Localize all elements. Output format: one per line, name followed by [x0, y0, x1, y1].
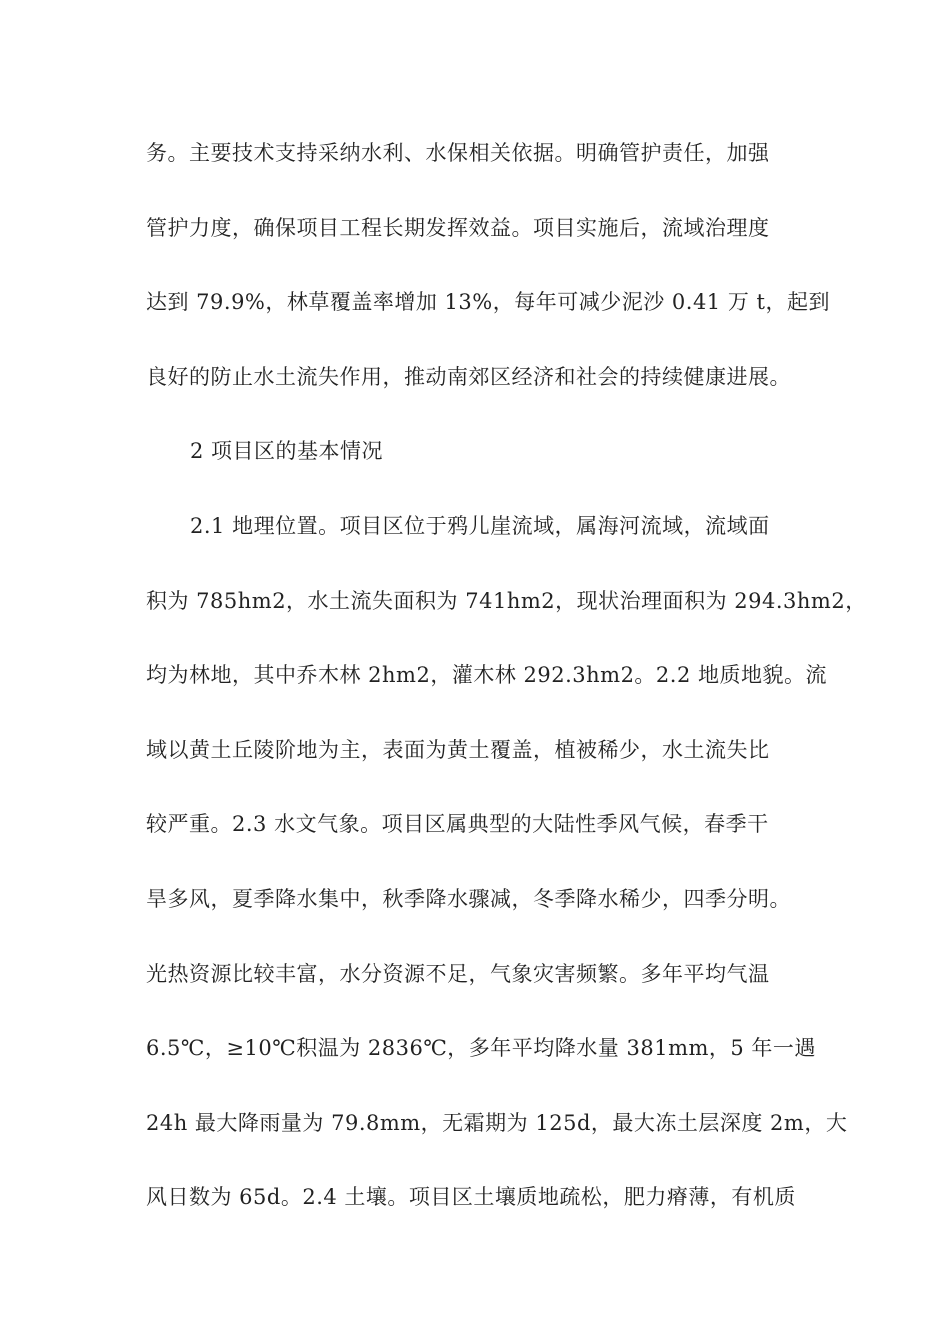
text-line: 积为 785hm2，水土流失面积为 741hm2，现状治理面积为 294.3hm2， — [146, 588, 867, 613]
text-line: 管护力度，确保项目工程长期发挥效益。项目实施后，流域治理度 — [146, 215, 770, 240]
text-line: 达到 79.9%，林草覆盖率增加 13%，每年可减少泥沙 0.41 万 t，起到 — [146, 290, 830, 315]
section-heading: 2 项目区的基本情况 — [190, 439, 384, 464]
text-line: 旱多风，夏季降水集中，秋季降水骤减，冬季降水稀少，四季分明。 — [146, 886, 791, 911]
text-line: 域以黄土丘陵阶地为主，表面为黄土覆盖，植被稀少，水土流失比 — [146, 737, 770, 762]
text-line: 2.1 地理位置。项目区位于鸦儿崖流域，属海河流域，流域面 — [190, 513, 770, 538]
body-text — [146, 131, 867, 1250]
text-line: 24h 最大降雨量为 79.8mm，无霜期为 125d，最大冻土层深度 2m，大 — [146, 1110, 848, 1135]
text-line: 6.5℃，≥10℃积温为 2836℃，多年平均降水量 381mm，5 年一遇 — [146, 1036, 816, 1061]
text-line: 光热资源比较丰富，水分资源不足，气象灾害频繁。多年平均气温 — [146, 961, 770, 986]
text-line: 务。主要技术支持采纳水利、水保相关依据。明确管护责任，加强 — [146, 141, 770, 165]
text-line: 风日数为 65d。2.4 土壤。项目区土壤质地疏松，肥力瘠薄，有机质 — [146, 1185, 796, 1210]
text-line: 较严重。2.3 水文气象。项目区属典型的大陆性季风气候，春季干 — [146, 812, 769, 837]
text-line: 良好的防止水土流失作用，推动南郊区经济和社会的持续健康进展。 — [146, 364, 791, 389]
text-line: 均为林地，其中乔木林 2hm2，灌木林 292.3hm2。2.2 地质地貌。流 — [146, 663, 827, 688]
